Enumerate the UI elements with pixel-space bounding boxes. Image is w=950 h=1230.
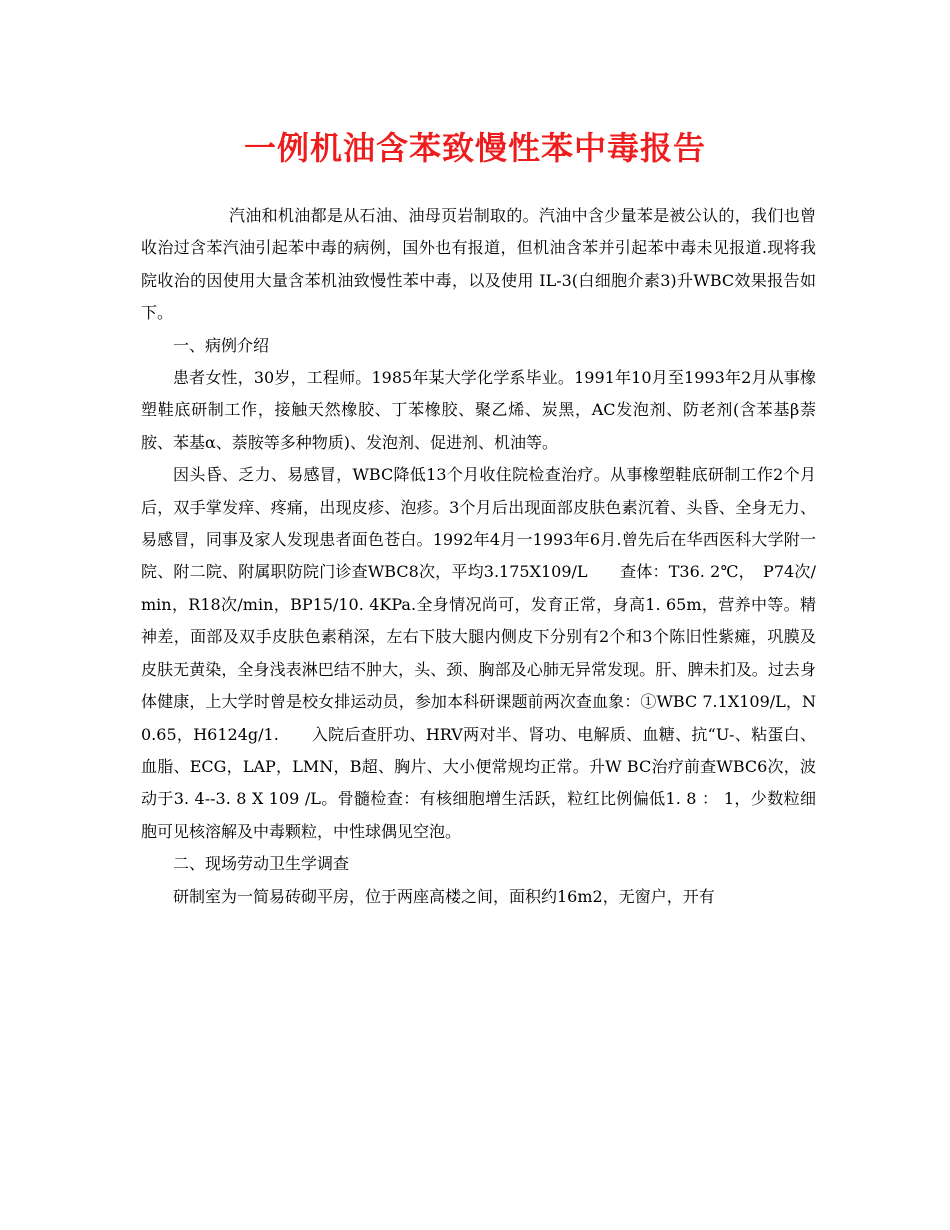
section-heading-case: 一、病例介绍 bbox=[173, 335, 270, 355]
paragraph-patient-background: 患者女性，30岁，工程师。1985年某大学化学系毕业。1991年10月至1993年2月从事橡塑鞋底研制工作，接触天然橡胶、丁苯橡胶、聚乙烯、炭黑，AC发泡剂、防老剂(含苯基β萘胺、苯基α、萘胺等多种物质)、发泡剂、促进剂、机油等。 bbox=[141, 368, 816, 452]
paragraph-intro: 汽油和机油都是从石油、油母页岩制取的。汽油中含少量苯是被公认的，我们也曾收治过含苯汽油引起苯中毒的病例，国外也有报道，但机油含苯并引起苯中毒未见报道.现将我院收治的因使用大量含苯机油致慢性苯中毒，以及使用 IL-3(白细胞介素3)升WBC效果报告如下。 bbox=[141, 206, 816, 323]
section-heading-survey: 二、现场劳动卫生学调查 bbox=[173, 854, 350, 874]
document-body bbox=[141, 200, 816, 913]
paragraph-lab-description: 研制室为一简易砖砌平房，位于两座高楼之间，面积约16m2，无窗户，开有 bbox=[173, 886, 715, 906]
document-title: 一例机油含苯致慢性苯中毒报告 bbox=[243, 129, 706, 167]
paragraph-clinical-findings: 因头昏、乏力、易感冒，WBC降低13个月收住院检查治疗。从事橡塑鞋底研制工作2个月后，双手掌发痒、疼痛，出现皮疹、泡疹。3个月后出现面部皮肤色素沉着、头昏、全身无力、易感冒，同事及家人发现患者面色苍白。1992年4月一1993年6月.曾先后在华西医科大学附一院、附二院、附属职防院门诊查WBC8次，平均3.175X109/L 查体：T36. 2℃， P74次/min，R18次/min，BP15/10. 4KPa.全身情况尚可，发育正常，身高1. 65m，营养中等。精神差，面部及双手皮肤色素稍深，左右下肢大腿内侧皮下分别有2个和3个陈旧性紫瘫，巩膜及皮肤无黄染，全身浅表淋巴结不肿大，头、颈、胸部及心肺无异常发现。肝、脾未扪及。过去身体健康，上大学时曾是校女排运动员，参加本科研课题前两次查血象：①WBC 7.1X109/L，N 0.65，H6124g/1. 入院后查肝功、HRV两对半、肾功、电解质、血糖、抗“U-、粘蛋白、血脂、ECG，LAP，LMN，B超、胸片、大小便常规均正常。升W BC治疗前查WBC6次，波动于3. 4--3. 8 X 109 /L。骨髓检查：有核细胞增生活跃，粒红比例偏低1. 8 ： 1，少数粒细胞可见核溶解及中毒颗粒，中性球偶见空泡。 bbox=[141, 465, 816, 841]
